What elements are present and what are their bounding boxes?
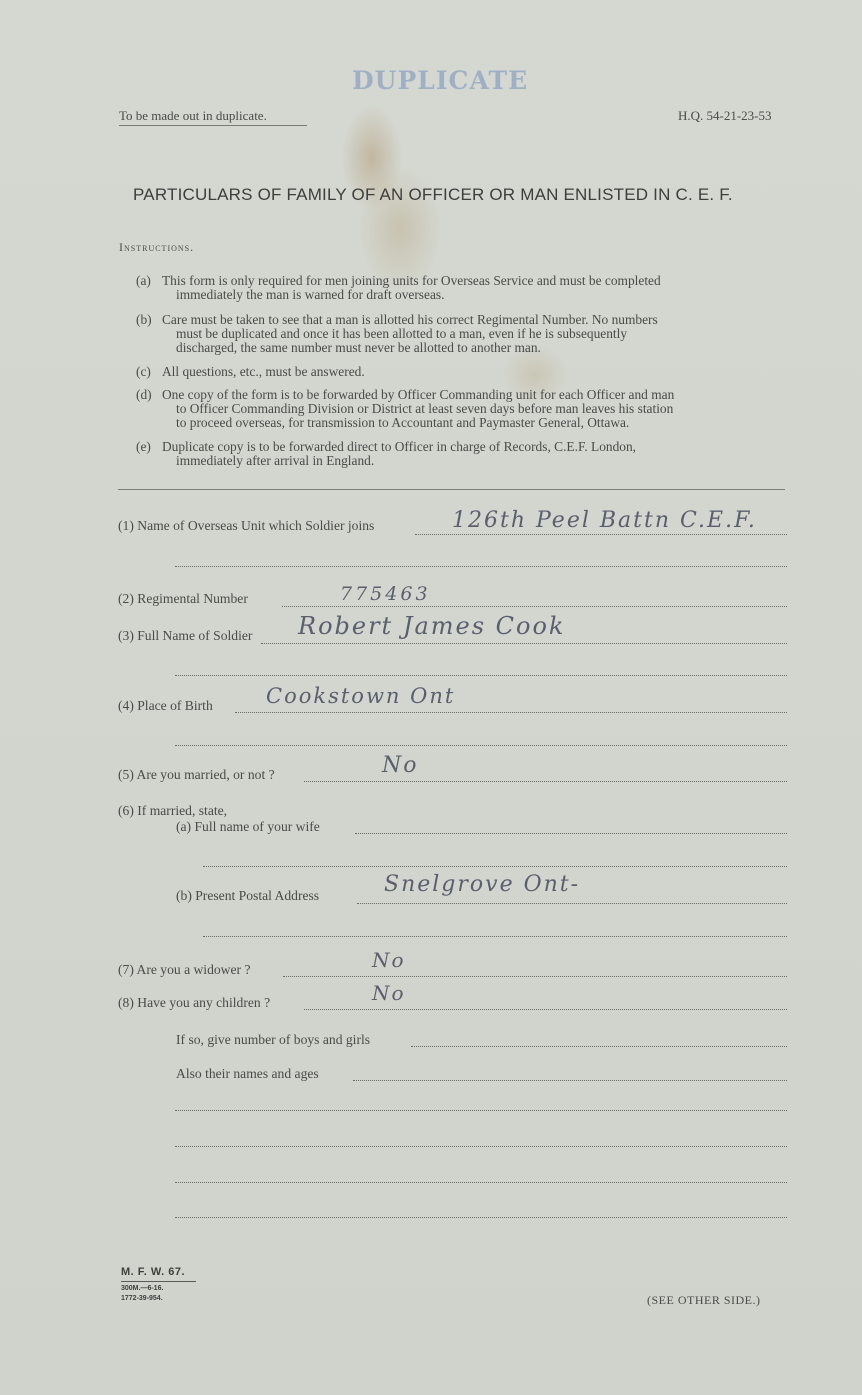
q2-label: (2) Regimental Number bbox=[118, 591, 248, 606]
form-code: M. F. W. 67. bbox=[121, 1266, 186, 1278]
instruction-a bbox=[136, 274, 789, 302]
q8a-answer-line bbox=[411, 1046, 787, 1047]
q8b-answer-line bbox=[353, 1080, 787, 1081]
header-underline bbox=[119, 125, 307, 126]
q7-label: (7) Are you a widower ? bbox=[118, 962, 251, 977]
print-info-line: 300M.—6-16. bbox=[121, 1285, 164, 1292]
q8-answer: No bbox=[372, 981, 406, 1005]
q3-extra-line bbox=[175, 675, 787, 676]
q5-answer-line bbox=[304, 781, 787, 782]
q3-answer-line bbox=[261, 643, 787, 644]
instruction-line: This form is only required for men joining units for Overseas Service and must be completed bbox=[162, 273, 661, 288]
q6a-answer-line bbox=[355, 833, 787, 834]
instruction-line: Duplicate copy is to be forwarded direct to Officer in charge of Records, C.E.F. London, bbox=[162, 439, 637, 454]
form-title: PARTICULARS OF FAMILY OF AN OFFICER OR MAN ENLISTED IN C. E. F. bbox=[133, 185, 733, 204]
instruction-c bbox=[136, 365, 789, 379]
instruction-label: (a) bbox=[136, 273, 151, 288]
q5-answer: No bbox=[382, 753, 419, 778]
header-note: To be made out in duplicate. bbox=[119, 108, 267, 123]
q6b-answer: Snelgrove Ont- bbox=[384, 872, 581, 897]
q1-answer-line bbox=[415, 534, 787, 535]
q8-label: (8) Have you any children ? bbox=[118, 995, 271, 1010]
q1-answer: 126th Peel Battn C.E.F. bbox=[452, 508, 757, 533]
q6a-extra-line bbox=[203, 866, 787, 867]
duplicate-stamp: DUPLICATE bbox=[352, 66, 529, 95]
instructions-heading: Instructions. bbox=[119, 240, 195, 254]
q4-answer-line bbox=[235, 712, 787, 713]
q2-answer-line bbox=[282, 606, 787, 607]
instruction-line: immediately the man is warned for draft overseas. bbox=[176, 287, 445, 302]
q2-answer: 775463 bbox=[340, 583, 431, 605]
q8b-label: Also their names and ages bbox=[176, 1066, 319, 1081]
q5-label: (5) Are you married, or not ? bbox=[118, 767, 275, 782]
instruction-b bbox=[136, 313, 789, 355]
section-divider bbox=[118, 489, 785, 490]
q8-answer-line bbox=[304, 1009, 787, 1010]
instruction-line: immediately after arrival in England. bbox=[176, 453, 375, 468]
q4-answer: Cookstown Ont bbox=[266, 684, 456, 708]
q7-answer: No bbox=[372, 948, 406, 972]
instruction-line: One copy of the form is to be forwarded by Officer Commanding unit for each Officer and man bbox=[162, 387, 675, 402]
q3-label: (3) Full Name of Soldier bbox=[118, 628, 253, 643]
q3-answer: Robert James Cook bbox=[298, 612, 566, 640]
q8b-extra-line bbox=[175, 1217, 787, 1218]
print-info-line: 1772-39-954. bbox=[121, 1295, 163, 1302]
instruction-line: discharged, the same number must never be allotted to another man. bbox=[176, 340, 541, 355]
q1-extra-line bbox=[175, 566, 787, 567]
instruction-line: All questions, etc., must be answered. bbox=[162, 364, 365, 379]
instruction-line: to proceed overseas, for transmission to Accountant and Paymaster General, Ottawa. bbox=[176, 415, 630, 430]
q8b-extra-line bbox=[175, 1182, 787, 1183]
q7-answer-line bbox=[283, 976, 787, 977]
instruction-line: Care must be taken to see that a man is allotted his correct Regimental Number. No numbers bbox=[162, 312, 658, 327]
see-other-side-note: (SEE OTHER SIDE.) bbox=[647, 1293, 761, 1307]
q4-label: (4) Place of Birth bbox=[118, 698, 213, 713]
q6a-label: (a) Full name of your wife bbox=[176, 819, 320, 834]
q4-extra-line bbox=[175, 745, 787, 746]
q8b-extra-line bbox=[175, 1110, 787, 1111]
instruction-d bbox=[136, 388, 789, 430]
q6b-answer-line bbox=[357, 903, 787, 904]
q6b-label: (b) Present Postal Address bbox=[176, 888, 320, 903]
instruction-label: (e) bbox=[136, 439, 151, 454]
instruction-e bbox=[136, 440, 789, 468]
instruction-line: must be duplicated and once it has been allotted to a man, even if he is subsequently bbox=[176, 326, 628, 341]
q8b-extra-line bbox=[175, 1146, 787, 1147]
q8a-label: If so, give number of boys and girls bbox=[176, 1032, 371, 1047]
q1-label: (1) Name of Overseas Unit which Soldier joins bbox=[118, 518, 375, 533]
q6b-extra-line bbox=[203, 936, 787, 937]
instruction-label: (d) bbox=[136, 387, 152, 402]
q6-label: (6) If married, state, bbox=[118, 803, 228, 818]
instruction-line: to Officer Commanding Division or District at least seven days before man leaves his station bbox=[176, 401, 674, 416]
form-reference: H.Q. 54-21-23-53 bbox=[678, 108, 772, 123]
instruction-label: (c) bbox=[136, 364, 151, 379]
form-code-rule bbox=[121, 1281, 196, 1282]
instruction-label: (b) bbox=[136, 312, 152, 327]
